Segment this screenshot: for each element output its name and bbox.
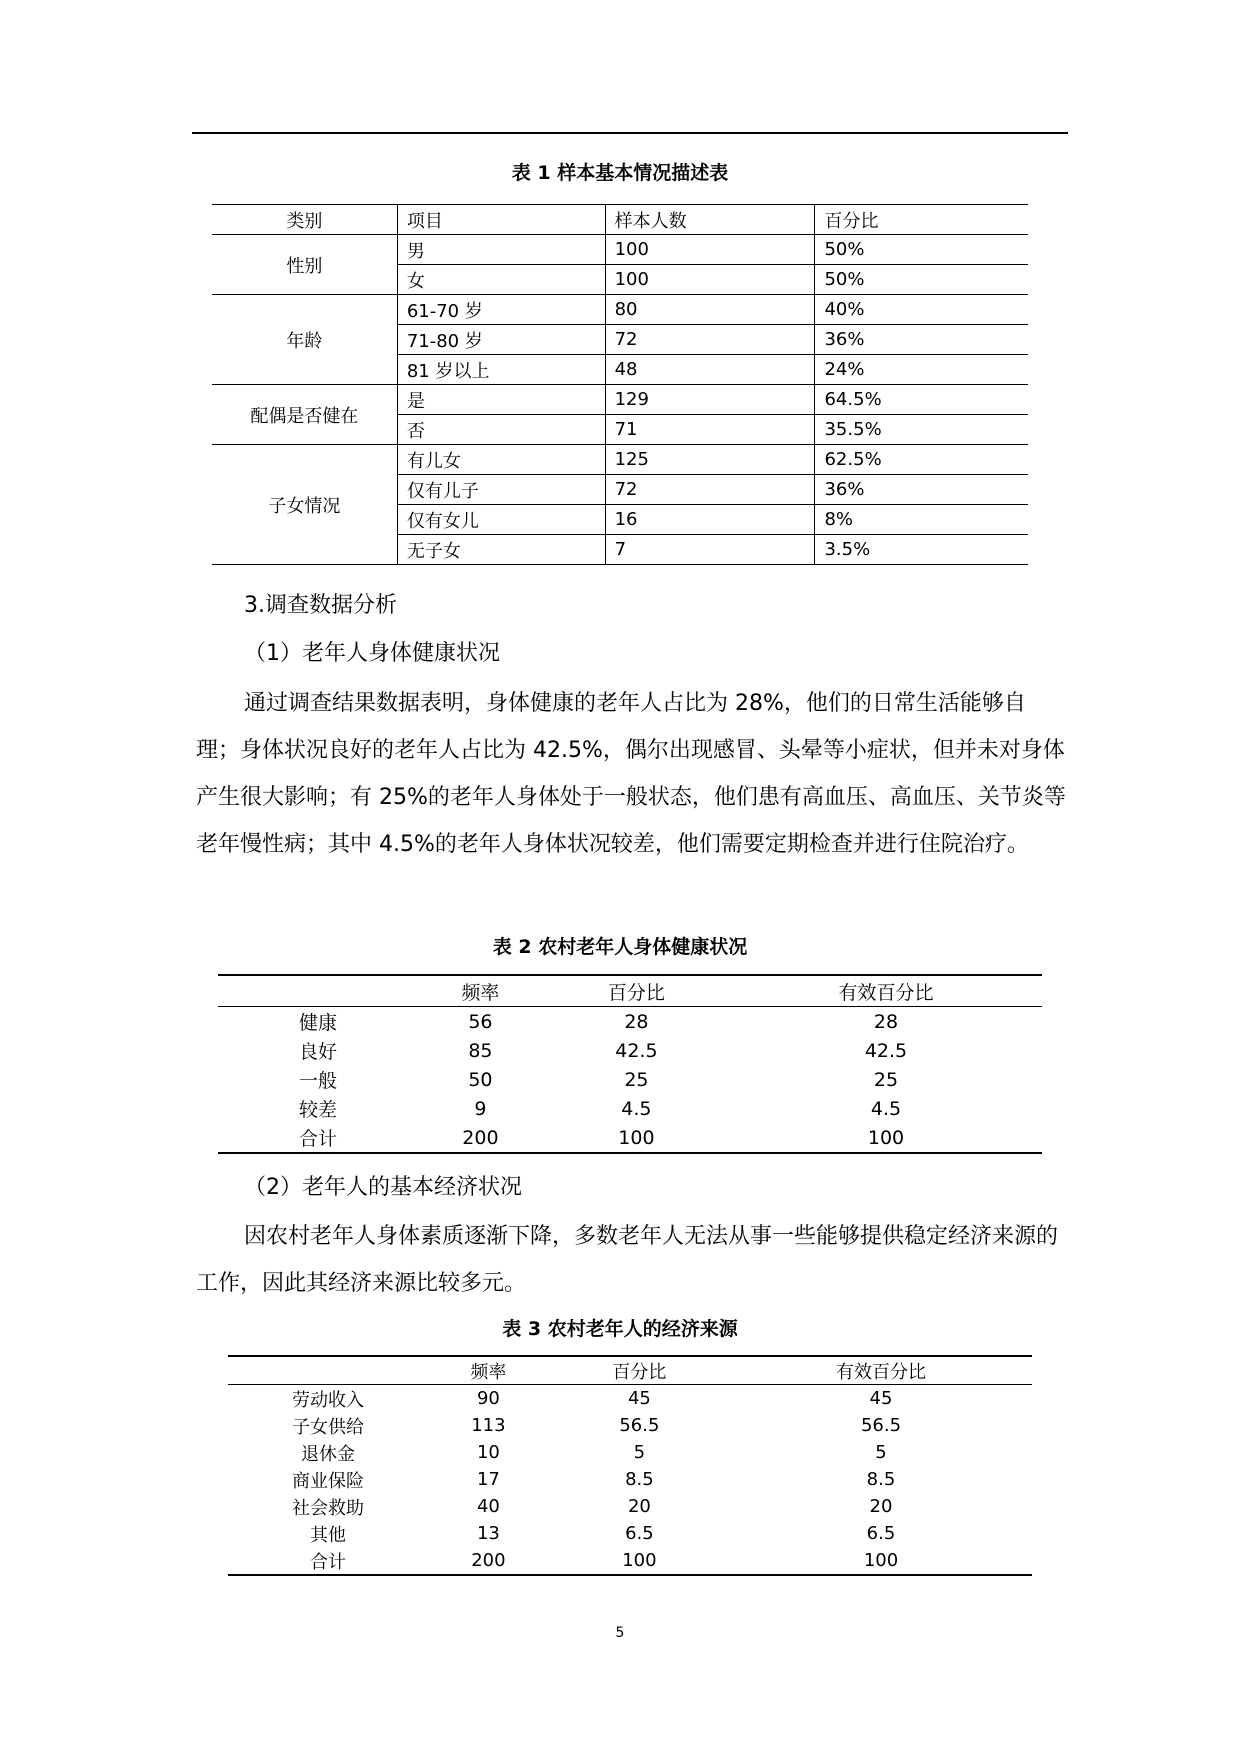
table1-cell: 仅有女儿 [397, 505, 605, 535]
table3-cell: 45 [627, 1388, 651, 1409]
table3-cell: 45 [869, 1388, 893, 1409]
table3-cell: 17 [476, 1469, 500, 1490]
table2-cell: 50 [468, 1068, 493, 1091]
table-row [218, 1123, 1042, 1153]
table-row [228, 1385, 1032, 1413]
table2 [218, 974, 1042, 1154]
subsection-heading-economy: （2）老年人的基本经济状况 [244, 1175, 522, 1200]
table-row [228, 1493, 1032, 1520]
table1-cell: 129 [605, 385, 815, 415]
table3-cell: 6.5 [866, 1523, 896, 1544]
table2-header-valid-percent: 有效百分比 [730, 975, 1042, 1007]
table-row [228, 1547, 1032, 1575]
table1-cell: 100 [605, 235, 815, 265]
table3-header-blank [228, 1356, 428, 1385]
table3-cell: 8.5 [866, 1469, 896, 1490]
table3-row-label: 其他 [310, 1524, 346, 1546]
table3-cell: 200 [471, 1550, 506, 1571]
table1 [212, 204, 1028, 565]
table2-header-frequency: 频率 [418, 975, 543, 1007]
table1-cell: 50% [815, 235, 1028, 265]
table3-cell: 20 [627, 1496, 651, 1517]
table-row [212, 385, 1028, 415]
table1-cell: 50% [815, 265, 1028, 295]
table1-header-percent: 百分比 [815, 205, 1028, 235]
table2-caption: 表 2 农村老年人身体健康状况 [492, 936, 748, 958]
table2-row-label: 一般 [298, 1070, 337, 1092]
table-row [228, 1520, 1032, 1547]
table1-category-spouse: 配偶是否健在 [212, 385, 397, 445]
table3 [228, 1355, 1032, 1576]
table1-header-category: 类别 [212, 205, 397, 235]
header-rule [192, 132, 1068, 134]
table1-cell: 有儿女 [397, 445, 605, 475]
table1-cell: 3.5% [815, 535, 1028, 565]
table3-cell: 100 [863, 1550, 899, 1571]
table2-header-row [218, 975, 1042, 1007]
table1-cell: 80 [605, 295, 815, 325]
paragraph-health: 通过调查结果数据表明，身体健康的老年人占比为 28%，他们的日常生活能够自理；身体状况良好的老年人占比为 42.5%，偶尔出现感冒、头晕等小症状，但并未对身体产生很大影响；有 25%的老年人身体处于一般状态，他们患有高血压、高血压、关节炎等老年慢性病；其中 4.5%的老年人身体状况较差，他们需要定期检查并进行住院治疗。 [196, 691, 1066, 857]
table3-cell: 56.5 [860, 1415, 902, 1436]
table3-cell: 100 [622, 1550, 657, 1571]
paragraph-economy: 因农村老年人身体素质逐渐下降，多数老年人无法从事一些能够提供稳定经济来源的工作，因此其经济来源比较多元。 [196, 1224, 1059, 1296]
table3-cell: 5 [875, 1442, 887, 1463]
table3-cell: 6.5 [625, 1523, 654, 1544]
table1-cell: 男 [397, 235, 605, 265]
table3-cell: 10 [476, 1442, 500, 1463]
table1-cell: 7 [605, 535, 815, 565]
table1-cell: 否 [397, 415, 605, 445]
table3-cell: 90 [476, 1388, 500, 1409]
table1-header-count: 样本人数 [605, 205, 815, 235]
table3-header-valid-percent: 有效百分比 [730, 1356, 1032, 1385]
table1-cell: 64.5% [815, 385, 1028, 415]
table2-cell: 25 [873, 1068, 899, 1091]
table2-cell: 85 [468, 1039, 493, 1062]
table3-header-percent: 百分比 [549, 1356, 730, 1385]
table2-row-label: 合计 [298, 1128, 337, 1150]
table3-cell: 56.5 [619, 1415, 660, 1436]
table-row [218, 1007, 1042, 1037]
table1-cell: 72 [605, 325, 815, 355]
table-row [212, 445, 1028, 475]
table1-cell: 81 岁以上 [397, 355, 605, 385]
table1-cell: 是 [397, 385, 605, 415]
table1-cell: 35.5% [815, 415, 1028, 445]
table2-header-percent: 百分比 [543, 975, 730, 1007]
table2-cell: 25 [624, 1068, 649, 1091]
table1-cell: 62.5% [815, 445, 1028, 475]
table2-cell: 42.5 [864, 1039, 908, 1062]
table2-cell: 100 [867, 1126, 905, 1149]
table-row [228, 1439, 1032, 1466]
table3-row-label: 退休金 [301, 1443, 355, 1465]
table3-row-label: 劳动收入 [292, 1389, 364, 1411]
table3-cell: 13 [476, 1523, 500, 1544]
table1-cell: 女 [397, 265, 605, 295]
table1-category-gender: 性别 [212, 235, 397, 295]
table-row [218, 1036, 1042, 1065]
table1-header-row [212, 205, 1028, 235]
table1-cell: 24% [815, 355, 1028, 385]
table2-header-blank [218, 975, 418, 1007]
table1-cell: 72 [605, 475, 815, 505]
table1-cell: 125 [605, 445, 815, 475]
table-row [228, 1412, 1032, 1439]
table1-category-age: 年龄 [212, 295, 397, 385]
table2-row-label: 良好 [298, 1041, 337, 1063]
subsection-heading-health: （1）老年人身体健康状况 [244, 641, 500, 666]
table3-cell: 20 [869, 1496, 893, 1517]
table1-header-item: 项目 [397, 205, 605, 235]
table3-row-label: 商业保险 [292, 1470, 364, 1492]
table1-cell: 40% [815, 295, 1028, 325]
table2-cell: 28 [624, 1010, 649, 1033]
table1-cell: 61-70 岁 [397, 295, 605, 325]
table3-header-frequency: 频率 [428, 1356, 549, 1385]
table2-cell: 56 [468, 1010, 493, 1033]
table2-cell: 200 [462, 1126, 499, 1149]
table2-cell: 100 [618, 1126, 655, 1149]
table1-cell: 71-80 岁 [397, 325, 605, 355]
table-row [212, 235, 1028, 265]
table3-header-row [228, 1356, 1032, 1385]
table2-cell: 9 [474, 1097, 487, 1120]
table3-cell: 8.5 [625, 1469, 654, 1490]
table3-caption: 表 3 农村老年人的经济来源 [502, 1318, 738, 1340]
table-row [228, 1466, 1032, 1493]
table1-cell: 仅有儿子 [397, 475, 605, 505]
table1-category-children: 子女情况 [212, 445, 397, 565]
table2-cell: 42.5 [615, 1039, 658, 1062]
table2-row-label: 较差 [298, 1099, 337, 1121]
section-heading: 3.调查数据分析 [244, 593, 397, 618]
table1-cell: 36% [815, 475, 1028, 505]
table2-row-label: 健康 [298, 1012, 337, 1034]
table1-cell: 8% [815, 505, 1028, 535]
table1-cell: 100 [605, 265, 815, 295]
table1-caption: 表 1 样本基本情况描述表 [511, 162, 729, 184]
table3-row-label: 子女供给 [292, 1416, 364, 1438]
table2-cell: 4.5 [870, 1097, 902, 1120]
table1-cell: 无子女 [397, 535, 605, 565]
table-row [218, 1094, 1042, 1123]
table1-cell: 48 [605, 355, 815, 385]
table3-cell: 5 [633, 1442, 646, 1463]
page-number: 5 [615, 1625, 625, 1641]
table3-row-label: 合计 [310, 1551, 346, 1573]
table3-row-label: 社会救助 [292, 1497, 364, 1519]
table3-cell: 113 [471, 1415, 506, 1436]
table1-cell: 16 [605, 505, 815, 535]
table1-cell: 71 [605, 415, 815, 445]
table1-cell: 36% [815, 325, 1028, 355]
table2-cell: 28 [873, 1010, 899, 1033]
table2-cell: 4.5 [621, 1097, 652, 1120]
table-row [212, 295, 1028, 325]
table3-cell: 40 [476, 1496, 500, 1517]
table-row [218, 1065, 1042, 1094]
